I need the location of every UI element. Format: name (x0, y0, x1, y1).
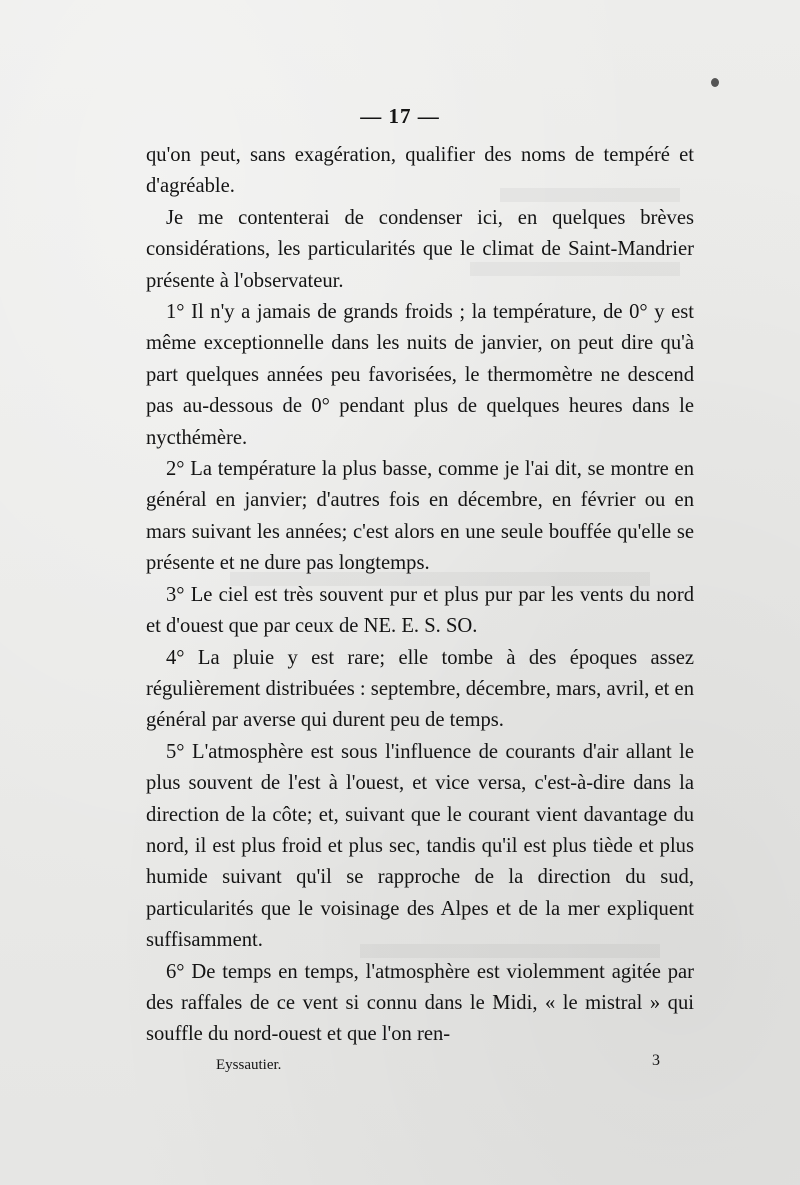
paragraph: 3° Le ciel est très souvent pur et plus pur par les vents du nord et d'ouest que par ceux de NE. E. S. SO. (146, 583, 694, 638)
footer-author: Eyssautier. (216, 1057, 282, 1073)
paragraph: 5° L'atmosphère est sous l'influence de courants d'air allant le plus souvent de l'est à l'ouest, et vice versa, c'est-à-dire dans la direction de la côte; et, suivant que le courant vient davantage du nord, il est plus froid et plus sec, tandis qu'il est plus tiède et plus humide suivant qu'il se rapproche de la direction du sud, particularités que le voisinage des Alpes et de la mer expliquent suffisamment. (146, 740, 694, 952)
paragraph: 1° Il n'y a jamais de grands froids ; la température, de 0° y est même exceptionnelle dans les nuits de janvier, on peut dire qu'à part quelques années peu favorisées, le thermomètre ne descend pas au-dessous de 0° pendant plus de quelques heures dans le nycthémère. (146, 301, 694, 449)
ink-spot (711, 78, 719, 87)
signature-mark: 3 (652, 1052, 660, 1069)
paragraph: 2° La température la plus basse, comme je l'ai dit, se montre en général en janvier; d'autres fois en décembre, en février ou en mars suivant les années; c'est alors en une seule bouffée qu'elle se présente et ne dure pas longtemps. (146, 458, 694, 575)
body-text (146, 140, 694, 1051)
page-number: — 17 — (360, 104, 440, 128)
paragraph: Je me contenterai de condenser ici, en quelques brèves considérations, les particularités que le climat de Saint-Mandrier présente à l'observateur. (146, 206, 694, 292)
paragraph: 4° La pluie y est rare; elle tombe à des époques assez régulièrement distribuées : septembre, décembre, mars, avril, et en général par averse qui durent peu de temps. (146, 646, 694, 732)
paragraph: 6° De temps en temps, l'atmosphère est violemment agitée par des raffales de ce vent si connu dans le Midi, « le mistral » qui souffle du nord-ouest et que l'on ren- (146, 960, 694, 1046)
paragraph: qu'on peut, sans exagération, qualifier des noms de tempéré et d'agréable. (146, 144, 694, 198)
